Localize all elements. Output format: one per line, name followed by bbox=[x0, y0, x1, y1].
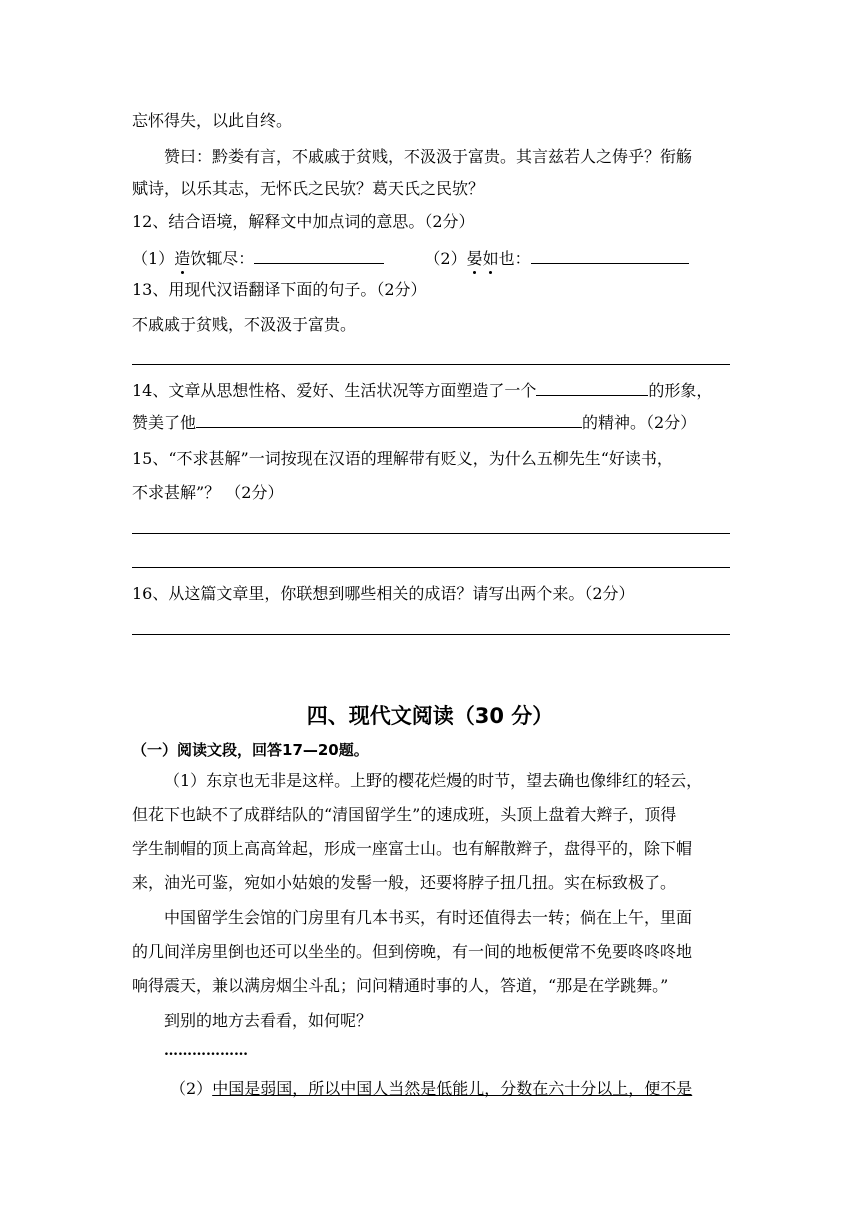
q14-text: 的精神。（2分） bbox=[582, 413, 697, 432]
question-15-line1: 15、“不求甚解”一词按现在汉语的理解带有贬义，为什么五柳先生“好读书， bbox=[132, 449, 673, 468]
ellipsis: ……………… bbox=[164, 1043, 248, 1059]
question-14-line1 bbox=[132, 377, 712, 402]
question-13-sentence: 不戚戚于贫贱，不汲汲于富贵。 bbox=[132, 315, 357, 334]
q12-item2-text: 也： bbox=[498, 249, 531, 268]
answer-line[interactable] bbox=[132, 634, 730, 635]
q14-text: 赞美了他 bbox=[132, 413, 197, 432]
question-12-items bbox=[132, 245, 689, 270]
answer-line[interactable] bbox=[132, 567, 730, 568]
question-15-line2: 不求甚解”？ （2分） bbox=[132, 483, 284, 502]
q12-item2-label: （2） bbox=[424, 249, 467, 268]
underlined-sentence: 中国是弱国，所以中国人当然是低能儿，分数在六十分以上，便不是 bbox=[212, 1079, 693, 1098]
q14-text: 14、文章从思想性格、爱好、生活状况等方面塑造了一个 bbox=[132, 381, 537, 400]
reading-paragraph-line: 但花下也缺不了成群结队的“清国留学生”的速成班，头顶上盘着大辫子，顶得 bbox=[132, 805, 677, 824]
question-13-stem: 13、用现代汉语翻译下面的句子。（2分） bbox=[132, 280, 427, 299]
reading-paragraph-line: 学生制帽的顶上高高耸起，形成一座富士山。也有解散辫子，盘得平的，除下帽 bbox=[132, 839, 693, 858]
passage-zan-line: 赋诗，以乐其志，无怀氏之民欤？葛天氏之民欤？ bbox=[132, 179, 485, 198]
reading-paragraph-line: 来，油光可鉴，宛如小姑娘的发髻一般，还要将脖子扭几扭。实在标致极了。 bbox=[132, 873, 677, 892]
reading-paragraph-line bbox=[170, 1078, 692, 1100]
paragraph-number: （2） bbox=[170, 1079, 213, 1098]
q14-text: 的形象， bbox=[648, 381, 713, 400]
reading-paragraph-line: 到别的地方去看看，如何呢？ bbox=[164, 1011, 373, 1030]
answer-blank[interactable] bbox=[254, 245, 384, 264]
passage-line: 忘怀得失，以此自终。 bbox=[132, 111, 293, 130]
reading-paragraph-line: 的几间洋房里倒也还可以坐坐的。但到傍晚，有一间的地板便常不免要咚咚咚地 bbox=[132, 942, 693, 961]
passage-zan-line: 赞曰：黔娄有言，不戚戚于贫贱，不汲汲于富贵。其言兹若人之俦乎？衔觞 bbox=[164, 147, 693, 166]
reading-paragraph-line: （1）东京也无非是这样。上野的樱花烂熳的时节，望去确也像绯红的轻云， bbox=[164, 771, 703, 790]
dotted-char: 如 bbox=[482, 249, 499, 268]
subsection-heading: （一）阅读文段，回答17—20题。 bbox=[132, 741, 369, 759]
section-heading: 四、现代文阅读（30 分） bbox=[306, 704, 554, 728]
question-14-line2 bbox=[132, 409, 696, 434]
answer-blank[interactable] bbox=[531, 245, 689, 264]
answer-blank[interactable] bbox=[196, 409, 582, 428]
question-12-stem: 12、结合语境，解释文中加点词的意思。（2分） bbox=[132, 212, 475, 231]
dotted-char: 晏 bbox=[466, 249, 483, 268]
q12-item1-label: （1） bbox=[132, 249, 175, 268]
answer-blank[interactable] bbox=[536, 377, 648, 396]
q12-item1-text: 饮辄尽： bbox=[190, 249, 255, 268]
reading-paragraph-line: 响得震天，兼以满房烟尘斗乱；问问精通时事的人，答道，“那是在学跳舞。” bbox=[132, 976, 669, 995]
reading-paragraph-line: 中国留学生会馆的门房里有几本书买，有时还值得去一转；倘在上午，里面 bbox=[164, 908, 693, 927]
question-16-stem: 16、从这篇文章里，你联想到哪些相关的成语？请写出两个来。（2分） bbox=[132, 584, 635, 603]
answer-line[interactable] bbox=[132, 364, 730, 365]
answer-line[interactable] bbox=[132, 533, 730, 534]
dotted-char: 造 bbox=[174, 249, 191, 268]
